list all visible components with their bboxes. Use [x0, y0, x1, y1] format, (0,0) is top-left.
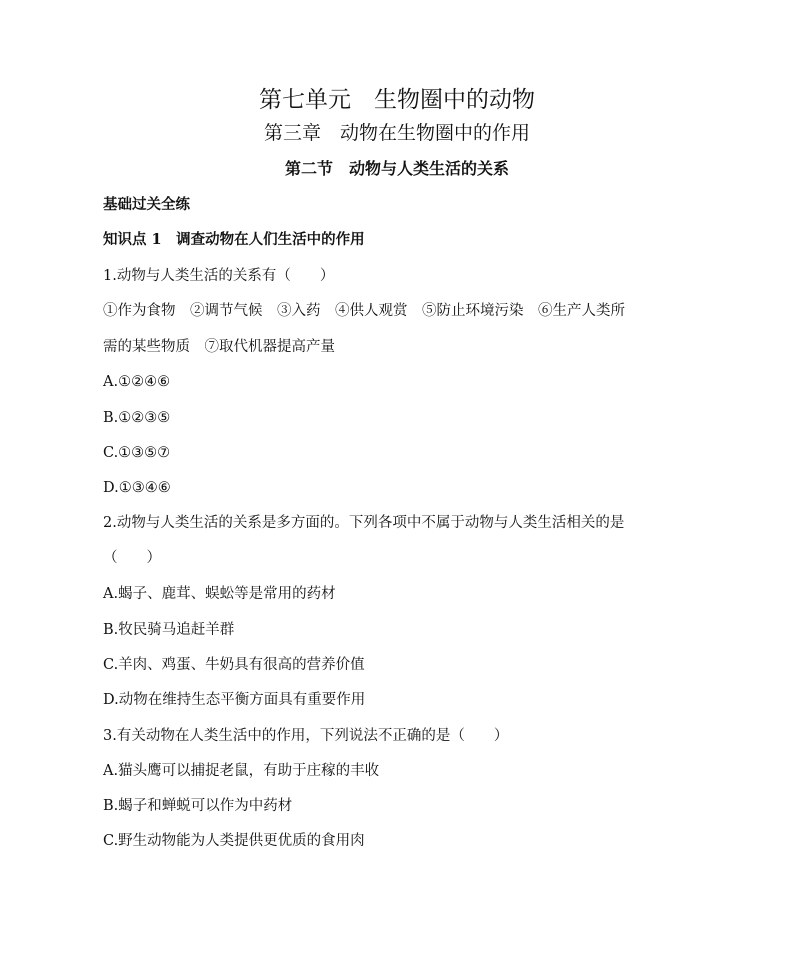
question-3-option-a: A.猫头鹰可以捕捉老鼠，有助于庄稼的丰收 — [103, 763, 380, 779]
question-1-items-line-2: 需的某些物质 ⑦取代机器提高产量 — [103, 339, 335, 355]
question-2-option-c: C.羊肉、鸡蛋、牛奶具有很高的营养价值 — [103, 657, 365, 673]
question-2-option-b: B.牧民骑马追赶羊群 — [103, 622, 235, 638]
knowledge-point-heading: 知识点 1 调查动物在人们生活中的作用 — [103, 231, 365, 248]
question-1-stem: 1.动物与人类生活的关系有（ ） — [103, 268, 335, 284]
question-1-option-d: D.①③④⑥ — [103, 480, 171, 496]
question-1-items-line-1: ①作为食物 ②调节气候 ③入药 ④供人观赏 ⑤防止环境污染 ⑥生产人类所 — [103, 303, 625, 319]
question-3-option-b: B.蝎子和蝉蜕可以作为中药材 — [103, 798, 293, 814]
unit-title: 第七单元 生物圈中的动物 — [259, 87, 535, 113]
practice-label: 基础过关全练 — [103, 196, 190, 213]
question-1-option-b: B.①②③⑤ — [103, 410, 171, 426]
question-3-option-c: C.野生动物能为人类提供更优质的食用肉 — [103, 833, 365, 849]
question-2-stem-line-2: （ ） — [103, 550, 161, 566]
question-1-option-a: A.①②④⑥ — [103, 374, 171, 390]
question-2-option-d: D.动物在维持生态平衡方面具有重要作用 — [103, 692, 366, 708]
question-3-stem: 3.有关动物在人类生活中的作用，下列说法不正确的是（ ） — [103, 728, 509, 744]
question-1-option-c: C.①③⑤⑦ — [103, 445, 171, 461]
question-2-stem-line-1: 2.动物与人类生活的关系是多方面的。下列各项中不属于动物与人类生活相关的是 — [103, 515, 625, 531]
chapter-title: 第三章 动物在生物圈中的作用 — [263, 122, 530, 144]
question-2-option-a: A.蝎子、鹿茸、蜈蚣等是常用的药材 — [103, 586, 336, 602]
section-title: 第二节 动物与人类生活的关系 — [284, 159, 509, 178]
